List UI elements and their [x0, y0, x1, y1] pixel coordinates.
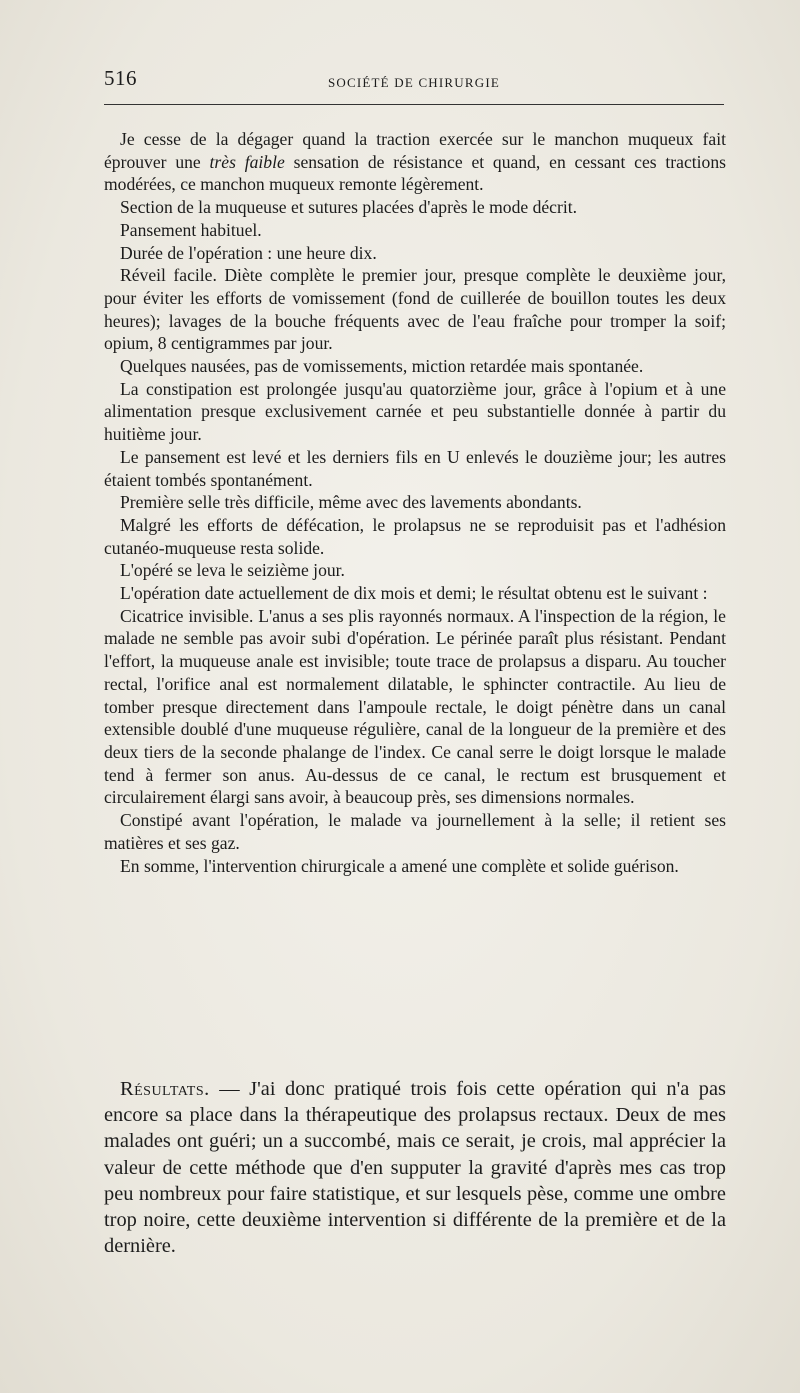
paragraph: Première selle très difficile, même avec des lavements abondants.: [120, 492, 582, 513]
paragraph: Malgré les efforts de défécation, le prolapsus ne se reproduisit pas et l'adhésion cutanéo-muqueuse resta solide.: [104, 514, 726, 558]
paragraph: En somme, l'intervention chirurgicale a amené une complète et solide guérison.: [120, 855, 679, 876]
paragraph-text: sensation de résistance et quand, en cessant ces tractions modérées, ce manchon muqueux remonte légèrement.: [104, 151, 726, 195]
paragraph: Cicatrice invisible. L'anus a ses plis rayonnés normaux. A l'inspection de la région, le malade ne semble pas avoir subi d'opération. Le périnée paraît plus résistant. Pendant l'effort, la muqueuse anale est invisible; toute trace de prolapsus a disparu. Au toucher rectal, l'orifice anal est normalement dilatable, le sphincter contractile. Au lieu de tomber presque directement dans l'ampoule rectale, le doigt pénètre dans un canal extensible doublé d'une muqueuse régulière, canal de la longueur de la première et des deux tiers de la seconde phalange de l'index. Ce canal serre le doigt lorsque le malade tend à fermer son anus. Au-dessus de ce canal, le rectum est brusquement et circulairement élargi sans avoir, à beaucoup près, ses dimensions normales.: [104, 605, 726, 808]
header-rule: [104, 104, 724, 105]
paragraph: Pansement habituel.: [120, 219, 262, 240]
results-text: — J'ai donc pratiqué trois fois cette opération qui n'a pas encore sa place dans la thérapeutique des prolapsus rectaux. Deux de mes malades ont guéri; un a succombé, mais ce serait, je crois, mal apprécier la valeur de cette méthode que d'en supputer la gravité d'après mes cas trop peu nombreux pour faire statistique, et sur lesquels pèse, comme une ombre trop noire, cette deuxième intervention si différente de la première et de la dernière.: [104, 1078, 726, 1258]
page-number: 516: [104, 66, 137, 90]
paragraph: Réveil facile. Diète complète le premier jour, presque complète le deuxième jour, pour éviter les efforts de vomissement (fond de cuillerée de bouillon toutes les deux heures); lavages de la bouche fréquents avec de l'eau fraîche pour tromper la soif; opium, 8 centigrammes par jour.: [104, 265, 726, 354]
results-section: [104, 1076, 726, 1259]
paragraph: La constipation est prolongée jusqu'au quatorzième jour, grâce à l'opium et à une alimentation presque exclusivement carnée et peu substantielle donnée à partir du huitième jour.: [104, 378, 726, 445]
results-paragraph: [104, 1076, 726, 1259]
page-header: [104, 66, 724, 94]
paragraph: Durée de l'opération : une heure dix.: [120, 242, 377, 263]
results-heading: Résultats.: [120, 1078, 210, 1100]
paragraph: Section de la muqueuse et sutures placées d'après le mode décrit.: [120, 197, 578, 218]
paragraph: Quelques nausées, pas de vomissements, miction retardée mais spontanée.: [120, 356, 644, 377]
paragraph: Constipé avant l'opération, le malade va journellement à la selle; il retient ses matières et ses gaz.: [104, 810, 726, 853]
paragraph: L'opération date actuellement de dix mois et demi; le résultat obtenu est le suivant :: [120, 583, 708, 604]
paragraph: L'opéré se leva le seizième jour.: [120, 560, 345, 581]
paragraph: Le pansement est levé et les derniers fils en U enlevés le douzième jour; les autres étaient tombés spontanément.: [104, 446, 726, 490]
paragraph-text: Je cesse de la dégager quand la traction exercée sur le manchon muqueux fait éprouver une: [104, 129, 726, 172]
running-title: SOCIÉTÉ DE CHIRURGIE: [327, 75, 501, 90]
italic-emphasis: très faible: [209, 151, 285, 172]
paragraph: [104, 128, 726, 196]
body-text: [104, 128, 726, 877]
